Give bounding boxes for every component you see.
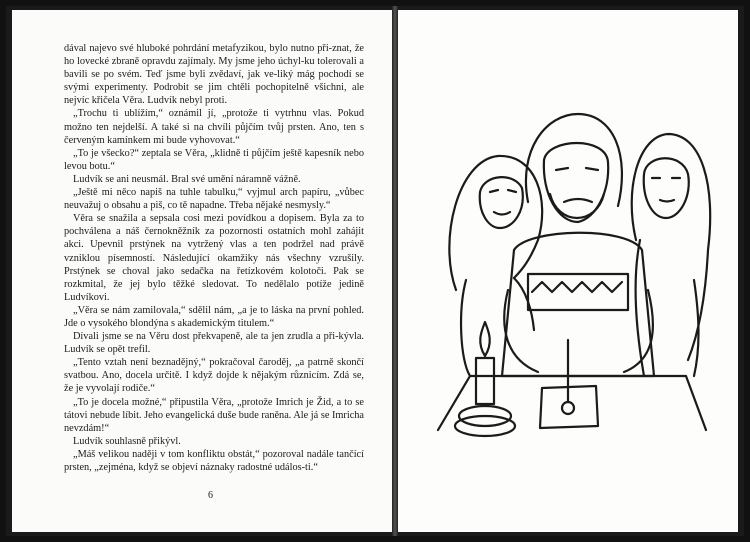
- paragraph: „Trochu ti ublížím,“ oznámil jí, „protože ti vytrhnu vlas. Pokud možno ten nejdelší. A také si na chvíli půjčím tvůj prsten. Ano, ten s červeným kamínkem mi bude vyhovovat.“: [64, 108, 364, 146]
- right-page: [398, 10, 738, 532]
- page-text: [64, 42, 364, 474]
- man-arms: [504, 290, 653, 372]
- right-girl-mouth: [660, 200, 674, 202]
- man-eyes: [556, 168, 598, 170]
- paragraph: „To je všecko?“ zeptala se Věra, „klidně ti půjčím ještě kapesník nebo levou botu.“: [64, 147, 364, 172]
- paragraph: „Ještě mi něco napiš na tuhle tabulku,“ vyjmul arch papíru, „vůbec neuvažuj o obsahu a piš, co tě napadne. Třeba nějaké nesmysly.“: [64, 187, 364, 212]
- sweater-zigzag: [532, 282, 622, 292]
- illustration: [418, 90, 718, 460]
- left-girl-hair: [449, 156, 542, 290]
- left-girl-face: [480, 177, 523, 228]
- candle-flame: [480, 322, 490, 356]
- paragraph: dával najevo své hluboké pohrdání metafyzikou, bylo nutno při-znat, že ho lovecké zbraně opravdu zajímaly. My jsme jeho úchyl-ku tolerovali a bavili se po svém. Teď jsme byli zvědaví, jak ve-liký mág pochodí se svými experimenty. Podrobit se jim chtěli pochopitelně všichni, ale nejvíc křičela Věra. Ludvík nebyl proti.: [64, 43, 364, 107]
- paragraph: „Věra se nám zamilovala,“ sdělil nám, „a je to láska na první pohled. Jde o vysokého blondýna s akademickým titulem.“: [64, 304, 364, 329]
- paragraph: „Tento vztah není beznadějný,“ pokračoval čaroděj, „a patrně skončí svatbou. Ano, docela určitě. I když dojde k nějakým různicím. Zdá se, že je vyvolají rodiče.“: [64, 357, 364, 395]
- left-girl-body: [461, 278, 534, 376]
- paragraph: Ludvík se ani neusmál. Bral své umění náramně vážně.: [73, 173, 301, 185]
- man-beard: [550, 194, 604, 218]
- paragraph: Věra se snažila a sepsala cosi mezi povídkou a dopisem. Byla za to pochválena a náš černokněžník za pozornosti ostatních mohl zahájit akci. Upevnil prstýnek na vytržený vlas a ten podržel nad právě vzniklou písemností. Následující okamžiky nás všechny vzrušily. Prstýnek se choval jako sedačka na řetízkovém kolotoči. Pak se rozkmital, že jej bylo těžké sledovat. To nedělalo potíže jedině Ludvíkovi.: [64, 213, 364, 303]
- paragraph: Dívali jsme se na Věru dost překvapeně, ale ta jen zrudla a při-kývla. Ludvík se opět trefil.: [64, 331, 364, 356]
- paragraph: „Máš velikou naději v tom konfliktu obstát,“ pozoroval nadále tančící prsten, „zejména, když se objeví náznaky radostné událos-ti.“: [64, 448, 364, 473]
- paragraph: „To je docela možné,“ připustila Věra, „protože Imrich je Žid, a to se tátovi nebude líbit. Jeho evangelická duše bude raněna. Ale já se Imricha nevzdám!“: [64, 396, 364, 434]
- left-page: [12, 10, 392, 532]
- left-girl-mouth: [494, 212, 510, 215]
- book-spread: [6, 6, 744, 536]
- candle: [476, 358, 494, 404]
- man-sweater: [502, 233, 654, 376]
- left-girl-eyes: [490, 190, 516, 192]
- man-face: [544, 143, 608, 222]
- ring: [562, 402, 574, 414]
- right-girl-face: [644, 158, 689, 218]
- paragraph: Ludvík souhlasně přikývl.: [73, 435, 181, 447]
- page-number: 6: [208, 490, 213, 501]
